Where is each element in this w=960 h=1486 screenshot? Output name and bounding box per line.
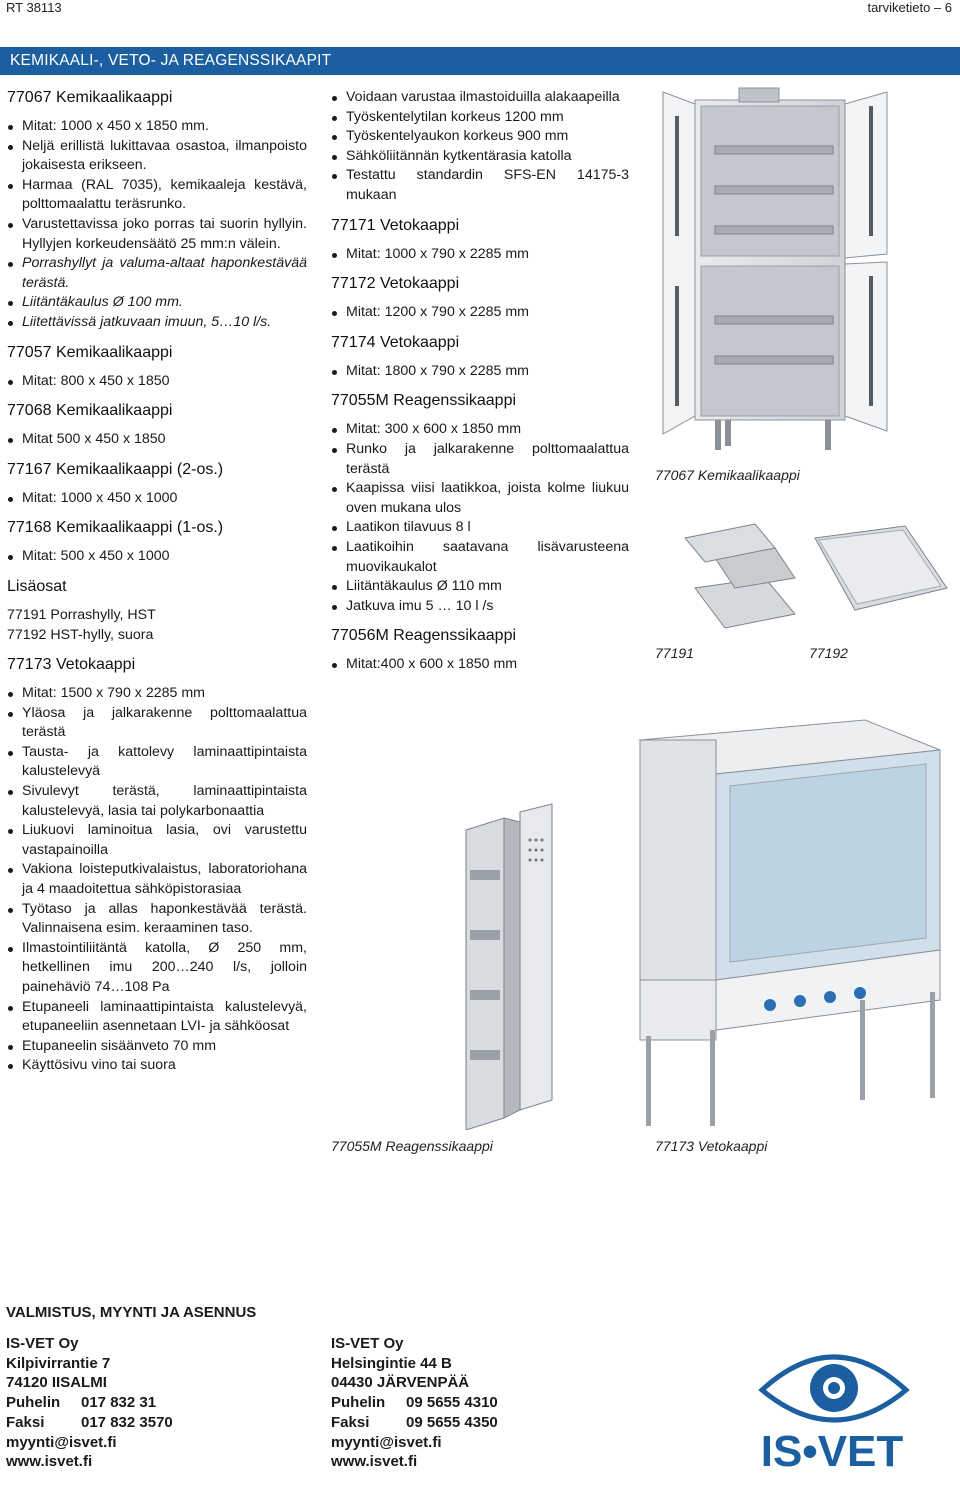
section-label: tarviketieto – 6: [867, 0, 952, 15]
spec-item: Mitat: 800 x 450 x 1850: [7, 372, 307, 392]
spec-item: Runko ja jalkarakenne polttomaalattua terästä: [331, 440, 629, 479]
website[interactable]: www.isvet.fi: [6, 1453, 93, 1471]
column-left: [7, 88, 307, 1076]
product-title: 77167 Kemikaalikaappi (2-os.): [7, 460, 224, 478]
fax-label: Faksi: [331, 1413, 370, 1431]
spec-item: Etupaneelin sisäänveto 70 mm: [7, 1037, 307, 1057]
spec-item: Mitat: 1000 x 450 x 1850 mm.: [7, 117, 307, 137]
email[interactable]: myynti@isvet.fi: [331, 1433, 442, 1451]
spec-item: Mitat: 1500 x 790 x 2285 mm: [7, 684, 307, 704]
product-title: 77055M Reagenssikaappi: [331, 392, 517, 410]
spec-item: Yläosa ja jalkarakenne polttomaalattua terästä: [7, 704, 307, 743]
spec-item: Työskentelyaukon korkeus 900 mm: [331, 127, 629, 147]
website[interactable]: www.isvet.fi: [331, 1453, 418, 1471]
spec-list: [7, 684, 307, 1076]
company-name: IS-VET Oy: [6, 1335, 79, 1352]
cabinet-caption: 77067 Kemikaalikaappi: [655, 467, 800, 483]
spec-item: Mitat: 300 x 600 x 1850 mm: [331, 420, 629, 440]
product-title: 77056M Reagenssikaappi: [331, 627, 517, 645]
spec-item: Mitat 500 x 450 x 1850: [7, 430, 307, 450]
spec-item: Harmaa (RAL 7035), kemikaaleja kestävä, polttomaalattu teräsrunko.: [7, 176, 307, 215]
spec-item: Käyttösivu vino tai suora: [7, 1056, 307, 1076]
spec-item: Laatikon tilavuus 8 l: [331, 518, 629, 538]
spec-item: Työtaso ja allas haponkestävää terästä. Valinnaisena esim. keraaminen taso.: [7, 900, 307, 939]
spec-item: Vakiona loisteputkivalaistus, laboratoriohana ja 4 maadoitettua sähköpistorasiaa: [7, 860, 307, 899]
spec-item: Jatkuva imu 5 … 10 l /s: [331, 597, 629, 617]
product-title: 77067 Kemikaalikaappi: [7, 89, 173, 106]
accessory-line: 77191 Porrashylly, HST: [7, 606, 156, 623]
shelf-image: [655, 518, 955, 640]
accessories-title: Lisäosat: [7, 577, 67, 595]
spec-item: Kaapissa viisi laatikkoa, joista kolme liukuu oven mukana ulos: [331, 479, 629, 518]
product-title: 77173 Vetokaappi: [7, 656, 136, 674]
eye-logo-icon: [708, 1332, 956, 1472]
spec-list: [331, 245, 629, 265]
product-title: 77168 Kemikaalikaappi (1-os.): [7, 519, 224, 537]
spec-item: Työskentelytilan korkeus 1200 mm: [331, 108, 629, 128]
spec-list: [7, 117, 307, 333]
spec-list: [7, 430, 307, 450]
spec-item: Liitettävissä jatkuvaan imuun, 5…10 l/s.: [7, 313, 307, 333]
doc-id: RT 38113: [6, 0, 62, 15]
column-middle: [331, 88, 629, 675]
reagent-caption: 77055M Reagenssikaappi: [331, 1138, 493, 1154]
spec-item: Mitat: 500 x 450 x 1000: [7, 547, 307, 567]
spec-list: [331, 420, 629, 616]
spec-item: Sähköliitännän kytkentärasia katolla: [331, 147, 629, 167]
office-iisalmi: [6, 1334, 173, 1472]
spec-list: [7, 372, 307, 392]
section-banner: KEMIKAALI-, VETO- JA REAGENSSIKAAPIT: [0, 47, 960, 75]
spec-item: Liukuovi laminoitua lasia, ovi varustettu vastapainoilla: [7, 821, 307, 860]
spec-item: Mitat:400 x 600 x 1850 mm: [331, 655, 629, 675]
phone-label: Puhelin: [331, 1394, 386, 1412]
spec-list: [7, 547, 307, 567]
spec-list: [331, 655, 629, 675]
spec-item: Liitäntäkaulus Ø 100 mm.: [7, 293, 307, 313]
phone-number: 09 5655 4310: [406, 1394, 498, 1412]
phone-label: Puhelin: [6, 1394, 61, 1412]
city: 04430 JÄRVENPÄÄ: [331, 1374, 470, 1392]
fax-number: 09 5655 4350: [406, 1413, 498, 1431]
spec-item: Porrashyllyt ja valuma-altaat haponkestävää terästä.: [7, 254, 307, 293]
shelf-caption-2: 77192: [809, 645, 848, 661]
hood-caption: 77173 Vetokaappi: [655, 1138, 768, 1154]
product-title: 77068 Kemikaalikaappi: [7, 402, 173, 420]
accessory-line: 77192 HST-hylly, suora: [7, 626, 154, 643]
phone-number: 017 832 31: [81, 1394, 157, 1412]
reagent-cabinet-image: [460, 800, 560, 1130]
spec-item: Laatikoihin saatavana lisävarusteena muovikaukalot: [331, 538, 629, 577]
office-jarvenpaa: [331, 1334, 498, 1472]
fume-hood-image: [620, 700, 955, 1130]
spec-item: Etupaneeli laminaattipintaista kalustelevyä, etupaneeliin asennetaan LVI- ja sähköosat: [7, 998, 307, 1037]
shelf-caption-1: 77191: [655, 645, 694, 661]
spec-list: [7, 489, 307, 509]
spec-list: [331, 303, 629, 323]
company-name: IS-VET Oy: [331, 1335, 404, 1352]
cabinet-image: [655, 86, 955, 456]
street: Kilpivirrantie 7: [6, 1354, 111, 1372]
fax-number: 017 832 3570: [81, 1413, 173, 1431]
city: 74120 IISALMI: [6, 1374, 107, 1392]
spec-list: [331, 362, 629, 382]
spec-item: Neljä erillistä lukittavaa osastoa, ilmanpoisto jokaisesta erikseen.: [7, 137, 307, 176]
spec-item: Mitat: 1000 x 790 x 2285 mm: [331, 245, 629, 265]
spec-list: [331, 88, 629, 206]
email[interactable]: myynti@isvet.fi: [6, 1433, 117, 1451]
product-title: 77174 Vetokaappi: [331, 333, 460, 351]
street: Helsingintie 44 B: [331, 1354, 452, 1372]
footer-title: VALMISTUS, MYYNTI JA ASENNUS: [6, 1304, 257, 1321]
product-title: 77057 Kemikaalikaappi: [7, 343, 173, 361]
spec-item: Mitat: 1000 x 450 x 1000: [7, 489, 307, 509]
spec-item: Varustettavissa joko porras tai suorin hyllyin. Hyllyjen korkeudensäätö 25 mm:n välein.: [7, 215, 307, 254]
spec-item: Voidaan varustaa ilmastoiduilla alakaapeilla: [331, 88, 629, 108]
fax-label: Faksi: [6, 1413, 45, 1431]
spec-item: Tausta- ja kattolevy laminaattipintaista kalustelevyä: [7, 743, 307, 782]
spec-item: Mitat: 1200 x 790 x 2285 mm: [331, 303, 629, 323]
spec-item: Liitäntäkaulus Ø 110 mm: [331, 577, 629, 597]
product-title: 77172 Vetokaappi: [331, 275, 460, 293]
logo-wordmark: IS•VET: [760, 1427, 904, 1472]
spec-item: Sivulevyt terästä, laminaattipintaista kalustelevyä, lasia tai polykarbonaattia: [7, 782, 307, 821]
spec-item: Testattu standardin SFS-EN 14175-3 mukaan: [331, 166, 629, 205]
product-title: 77171 Vetokaappi: [331, 216, 460, 234]
spec-item: Mitat: 1800 x 790 x 2285 mm: [331, 362, 629, 382]
spec-item: Ilmastointiliitäntä katolla, Ø 250 mm, hetkellinen imu 200…240 l/s, jolloin painehäviö 74…108 Pa: [7, 939, 307, 998]
